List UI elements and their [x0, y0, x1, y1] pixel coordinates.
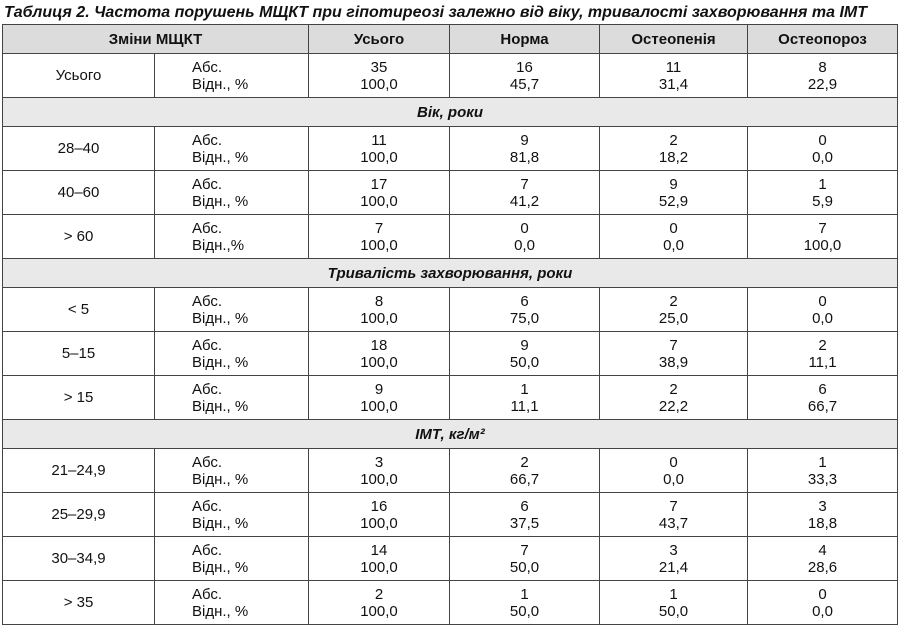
measure-abs: Абс. — [192, 175, 223, 193]
abs-value: 7 — [520, 541, 529, 559]
value-cell-osteoporosis — [748, 537, 898, 581]
value-cell-osteopenia — [600, 332, 748, 376]
measure-rel: Відн., % — [192, 558, 249, 576]
rel-value: 100,0 — [360, 470, 398, 488]
rel-value: 75,0 — [509, 309, 540, 327]
abs-value: 7 — [669, 497, 678, 515]
measure-cell — [155, 537, 309, 581]
measure-abs: Абс. — [192, 219, 223, 237]
value-cell-osteoporosis — [748, 215, 898, 259]
section-title: Вік, роки — [3, 98, 898, 127]
measure-cell — [155, 449, 309, 493]
abs-value: 7 — [818, 219, 827, 237]
abs-value: 3 — [669, 541, 678, 559]
abs-value: 2 — [669, 380, 678, 398]
abs-value: 14 — [370, 541, 388, 559]
header-osteoporosis: Остеопороз — [748, 25, 898, 54]
value-cell-norm — [450, 288, 600, 332]
measure-rel: Відн., % — [192, 470, 249, 488]
measure-rel: Відн., % — [192, 514, 249, 532]
rel-value: 25,0 — [658, 309, 689, 327]
value-cell-osteopenia — [600, 581, 748, 625]
abs-value: 3 — [818, 497, 827, 515]
data-table — [2, 24, 898, 625]
measure-cell — [155, 54, 309, 98]
value-cell-total — [309, 171, 450, 215]
abs-value: 6 — [520, 497, 529, 515]
table-caption: Таблиця 2. Частота порушень МЩКТ при гіпотиреозі залежно від віку, тривалості захворювання та ІМТ — [4, 4, 868, 21]
abs-value: 0 — [520, 219, 529, 237]
measure-rel: Відн., % — [192, 309, 249, 327]
measure-rel: Відн., % — [192, 192, 249, 210]
row-label: > 35 — [3, 581, 155, 625]
value-cell-total — [309, 215, 450, 259]
abs-value: 11 — [371, 131, 387, 149]
value-cell-norm — [450, 171, 600, 215]
rel-value: 0,0 — [812, 309, 833, 327]
abs-value: 0 — [669, 453, 678, 471]
measure-cell — [155, 288, 309, 332]
value-cell-osteoporosis — [748, 288, 898, 332]
row-label: 30–34,9 — [3, 537, 155, 581]
value-cell-osteopenia — [600, 215, 748, 259]
measure-abs: Абс. — [192, 380, 223, 398]
rel-value: 37,5 — [509, 514, 540, 532]
abs-value: 2 — [520, 453, 529, 471]
rel-value: 0,0 — [812, 602, 833, 620]
section-row — [3, 98, 898, 127]
rel-value: 100,0 — [360, 236, 398, 254]
value-cell-osteoporosis — [748, 54, 898, 98]
measure-cell — [155, 127, 309, 171]
value-cell-osteopenia — [600, 54, 748, 98]
measure-abs: Абс. — [192, 292, 223, 310]
rel-value: 66,7 — [807, 397, 838, 415]
value-cell-total — [309, 581, 450, 625]
abs-value: 9 — [520, 131, 529, 149]
abs-value: 0 — [818, 292, 827, 310]
measure-abs: Абс. — [192, 541, 223, 559]
value-cell-norm — [450, 376, 600, 420]
value-cell-norm — [450, 449, 600, 493]
measure-cell — [155, 581, 309, 625]
rel-value: 28,6 — [807, 558, 838, 576]
abs-value: 1 — [818, 175, 827, 193]
abs-value: 6 — [520, 292, 529, 310]
rel-value: 52,9 — [658, 192, 689, 210]
rel-value: 100,0 — [360, 514, 398, 532]
table-row — [3, 449, 898, 493]
abs-value: 7 — [520, 175, 529, 193]
rel-value: 0,0 — [663, 236, 684, 254]
abs-value: 1 — [520, 585, 529, 603]
abs-value: 7 — [669, 336, 678, 354]
value-cell-norm — [450, 493, 600, 537]
row-label: 21–24,9 — [3, 449, 155, 493]
abs-value: 2 — [669, 131, 678, 149]
value-cell-total — [309, 332, 450, 376]
table-row — [3, 127, 898, 171]
measure-rel: Відн.,% — [192, 236, 245, 254]
abs-value: 4 — [818, 541, 827, 559]
value-cell-osteopenia — [600, 537, 748, 581]
value-cell-total — [309, 493, 450, 537]
rel-value: 50,0 — [509, 558, 540, 576]
abs-value: 7 — [374, 219, 384, 237]
value-cell-total — [309, 376, 450, 420]
row-label: 25–29,9 — [3, 493, 155, 537]
measure-abs: Абс. — [192, 497, 223, 515]
row-label: 5–15 — [3, 332, 155, 376]
measure-abs: Абс. — [192, 131, 223, 149]
abs-value: 0 — [818, 131, 827, 149]
header-row — [3, 25, 898, 54]
abs-value: 2 — [669, 292, 678, 310]
section-row — [3, 420, 898, 449]
table-row — [3, 493, 898, 537]
abs-value: 16 — [370, 497, 388, 515]
rel-value: 22,9 — [807, 75, 838, 93]
rel-value: 0,0 — [663, 470, 684, 488]
table-body — [3, 54, 898, 625]
rel-value: 100,0 — [360, 192, 398, 210]
abs-value: 2 — [374, 585, 384, 603]
section-row — [3, 259, 898, 288]
value-cell-total — [309, 288, 450, 332]
rel-value: 5,9 — [812, 192, 833, 210]
measure-rel: Відн., % — [192, 353, 249, 371]
value-cell-norm — [450, 537, 600, 581]
rel-value: 100,0 — [360, 75, 398, 93]
measure-cell — [155, 215, 309, 259]
rel-value: 100,0 — [360, 148, 398, 166]
rel-value: 18,8 — [807, 514, 838, 532]
rel-value: 43,7 — [658, 514, 689, 532]
measure-cell — [155, 493, 309, 537]
measure-abs: Абс. — [192, 58, 223, 76]
measure-abs: Абс. — [192, 585, 223, 603]
abs-value: 2 — [818, 336, 827, 354]
header-osteopenia: Остеопенія — [600, 25, 748, 54]
abs-value: 1 — [520, 380, 529, 398]
value-cell-osteoporosis — [748, 581, 898, 625]
value-cell-osteoporosis — [748, 449, 898, 493]
value-cell-osteopenia — [600, 127, 748, 171]
rel-value: 41,2 — [509, 192, 540, 210]
header-total: Усього — [309, 25, 450, 54]
section-title: ІМТ, кг/м² — [3, 420, 898, 449]
rel-value: 45,7 — [509, 75, 540, 93]
table-row — [3, 54, 898, 98]
section-title: Тривалість захворювання, роки — [3, 259, 898, 288]
table-row — [3, 581, 898, 625]
measure-abs: Абс. — [192, 453, 223, 471]
value-cell-norm — [450, 54, 600, 98]
measure-cell — [155, 376, 309, 420]
rel-value: 100,0 — [360, 558, 398, 576]
value-cell-osteoporosis — [748, 171, 898, 215]
rel-value: 100,0 — [803, 236, 842, 254]
abs-value: 6 — [818, 380, 827, 398]
rel-value: 66,7 — [509, 470, 540, 488]
rel-value: 33,3 — [807, 470, 838, 488]
measure-cell — [155, 171, 309, 215]
value-cell-osteopenia — [600, 493, 748, 537]
value-cell-osteopenia — [600, 288, 748, 332]
measure-rel: Відн., % — [192, 397, 249, 415]
rel-value: 11,1 — [808, 353, 837, 371]
table-row — [3, 376, 898, 420]
rel-value: 38,9 — [658, 353, 689, 371]
measure-rel: Відн., % — [192, 148, 249, 166]
value-cell-norm — [450, 127, 600, 171]
row-label: > 15 — [3, 376, 155, 420]
header-changes: Зміни МЩКТ — [3, 25, 309, 54]
rel-value: 31,4 — [658, 75, 689, 93]
rel-value: 0,0 — [812, 148, 833, 166]
header-norm: Норма — [450, 25, 600, 54]
measure-abs: Абс. — [192, 336, 223, 354]
rel-value: 22,2 — [658, 397, 689, 415]
abs-value: 8 — [374, 292, 384, 310]
value-cell-total — [309, 127, 450, 171]
measure-rel: Відн., % — [192, 75, 249, 93]
abs-value: 0 — [818, 585, 827, 603]
abs-value: 18 — [370, 336, 388, 354]
value-cell-osteopenia — [600, 171, 748, 215]
table-row — [3, 215, 898, 259]
abs-value: 1 — [818, 453, 827, 471]
value-cell-osteoporosis — [748, 127, 898, 171]
rel-value: 100,0 — [360, 397, 398, 415]
rel-value: 50,0 — [658, 602, 689, 620]
rel-value: 11,1 — [510, 397, 539, 415]
rel-value: 100,0 — [360, 602, 398, 620]
row-label: Усього — [3, 54, 155, 98]
abs-value: 0 — [669, 219, 678, 237]
row-label: 28–40 — [3, 127, 155, 171]
row-label: < 5 — [3, 288, 155, 332]
table-row — [3, 288, 898, 332]
rel-value: 0,0 — [514, 236, 535, 254]
rel-value: 81,8 — [509, 148, 540, 166]
rel-value: 50,0 — [509, 353, 540, 371]
value-cell-osteoporosis — [748, 376, 898, 420]
row-label: > 60 — [3, 215, 155, 259]
abs-value: 1 — [669, 585, 678, 603]
value-cell-norm — [450, 581, 600, 625]
abs-value: 17 — [370, 175, 388, 193]
value-cell-osteopenia — [600, 376, 748, 420]
rel-value: 50,0 — [509, 602, 540, 620]
value-cell-osteopenia — [600, 449, 748, 493]
abs-value: 9 — [374, 380, 384, 398]
abs-value: 16 — [516, 58, 533, 76]
rel-value: 18,2 — [658, 148, 689, 166]
measure-cell — [155, 332, 309, 376]
rel-value: 100,0 — [360, 353, 398, 371]
abs-value: 3 — [374, 453, 384, 471]
value-cell-osteoporosis — [748, 332, 898, 376]
value-cell-osteoporosis — [748, 493, 898, 537]
table-row — [3, 171, 898, 215]
rel-value: 100,0 — [360, 309, 398, 327]
abs-value: 8 — [818, 58, 827, 76]
abs-value: 9 — [669, 175, 678, 193]
measure-rel: Відн., % — [192, 602, 249, 620]
value-cell-total — [309, 54, 450, 98]
value-cell-total — [309, 537, 450, 581]
abs-value: 9 — [520, 336, 529, 354]
table-row — [3, 537, 898, 581]
rel-value: 21,4 — [658, 558, 689, 576]
value-cell-norm — [450, 332, 600, 376]
row-label: 40–60 — [3, 171, 155, 215]
value-cell-norm — [450, 215, 600, 259]
value-cell-total — [309, 449, 450, 493]
abs-value: 35 — [370, 58, 388, 76]
table-row — [3, 332, 898, 376]
abs-value: 11 — [665, 58, 682, 76]
